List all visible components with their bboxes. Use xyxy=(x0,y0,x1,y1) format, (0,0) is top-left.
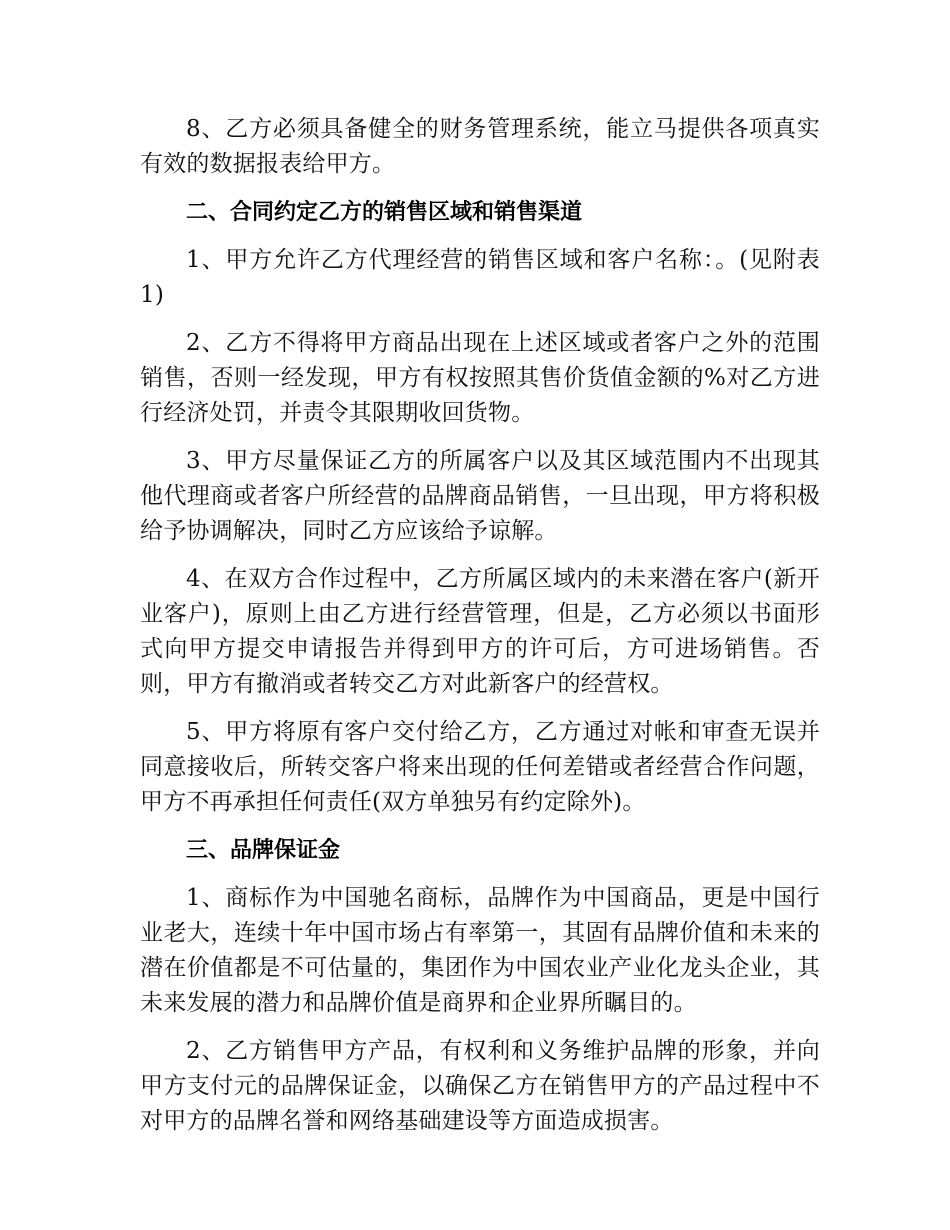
document-body xyxy=(140,112,820,1152)
paragraph-sales-area-permission: 1、甲方允许乙方代理经营的销售区域和客户名称：。(见附表1) xyxy=(140,247,820,308)
paragraph-financial-system: 8、乙方必须具备健全的财务管理系统，能立马提供各项真实有效的数据报表给甲方。 xyxy=(140,116,820,177)
paragraph-customer-handover: 5、甲方将原有客户交付给乙方，乙方通过对帐和审查无误并同意接收后，所转交客户将来出现的任何差错或者经营合作问题，甲方不再承担任何责任(双方单独另有约定除外)。 xyxy=(140,719,820,815)
paragraph-brand-value: 1、商标作为中国驰名商标，品牌作为中国商品，更是中国行业老大，连续十年中国市场占有率第一，其固有品牌价值和未来的潜在价值都是不可估量的，集团作为中国农业产业化龙头企业，其未来发展的潜力和品牌价值是商界和企业界所瞩目的。 xyxy=(140,885,820,1016)
paragraph-brand-deposit: 2、乙方销售甲方产品，有权利和义务维护品牌的形象，并向甲方支付元的品牌保证金，以确保乙方在销售甲方的产品过程中不对甲方的品牌名誉和网络基础建设等方面造成损害。 xyxy=(140,1038,820,1134)
paragraph-area-protection: 3、甲方尽量保证乙方的所属客户以及其区域范围内不出现其他代理商或者客户所经营的品牌商品销售，一旦出现，甲方将积极给予协调解决，同时乙方应该给予谅解。 xyxy=(140,448,820,544)
section-heading-sales-area: 二、合同约定乙方的销售区域和销售渠道 xyxy=(186,200,583,225)
paragraph-sales-restriction: 2、乙方不得将甲方商品出现在上述区域或者客户之外的范围销售，否则一经发现，甲方有权按照其售价货值金额的%对乙方进行经济处罚，并责令其限期收回货物。 xyxy=(140,330,820,426)
paragraph-new-customers: 4、在双方合作过程中，乙方所属区域内的未来潜在客户(新开业客户)，原则上由乙方进行经营管理，但是，乙方必须以书面形式向甲方提交申请报告并得到甲方的许可后，方可进场销售。否则，甲方有撤消或者转交乙方对此新客户的经营权。 xyxy=(140,566,820,697)
section-heading-brand-deposit: 三、品牌保证金 xyxy=(186,838,341,863)
